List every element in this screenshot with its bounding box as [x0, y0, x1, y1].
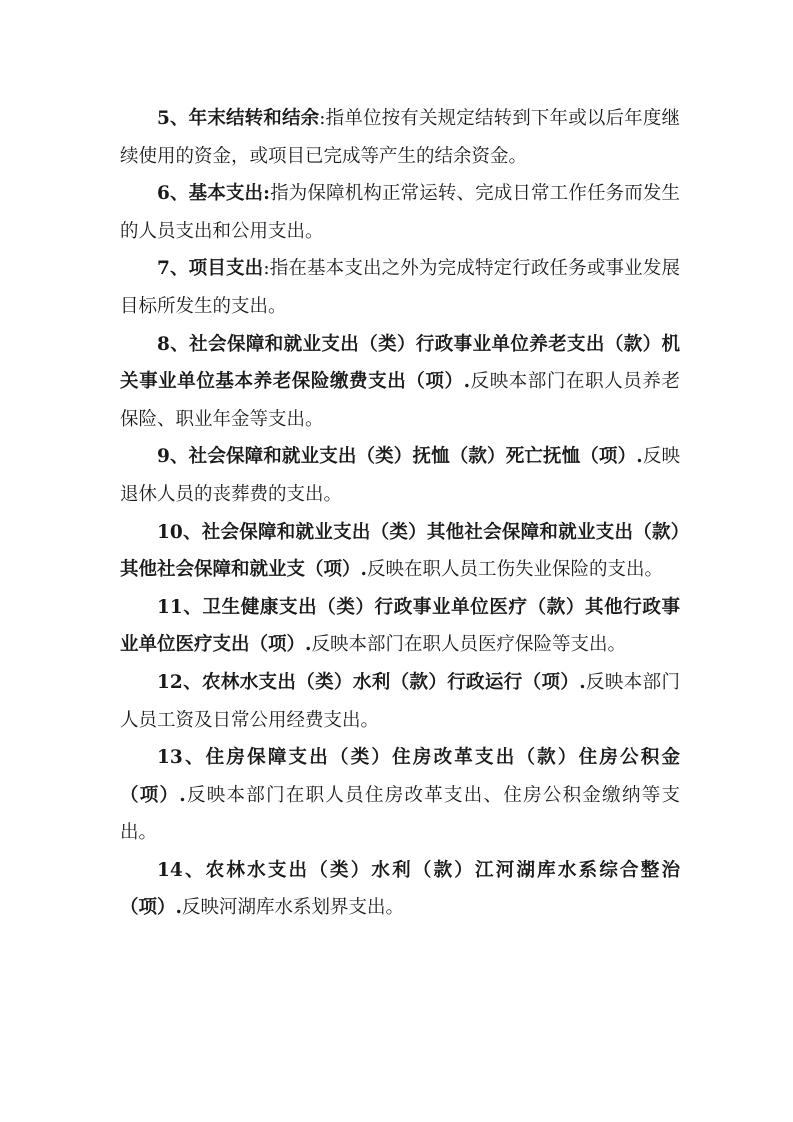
item-description: :指在基本支出之外为完成特定行政任务或事业发展目标所发生的支出。	[120, 258, 680, 317]
list-item-10	[120, 514, 680, 589]
item-term: 8、社会保障和就业支出（类）行政事业单位养老支出（款）机关事业单位基本养老保险缴费支出（项）.	[120, 333, 680, 393]
item-term: 13、住房保障支出（类）住房改革支出（款）住房公积金（项）.	[120, 747, 680, 806]
item-term: 10、社会保障和就业支出（类）其他社会保障和就业支出（款）其他社会保障和就业支（项）.	[120, 521, 680, 581]
list-item-14	[120, 852, 680, 927]
list-item-7	[120, 250, 680, 325]
item-term: 11、卫生健康支出（类）行政事业单位医疗（款）其他行政事业单位医疗支出（项）.	[120, 596, 680, 656]
item-description: 反映本部门在职人员养老保险、职业年金等支出。	[120, 371, 680, 430]
item-description: 反映本部门在职人员医疗保险等支出。	[311, 634, 626, 656]
list-item-8	[120, 326, 680, 439]
list-item-11	[120, 589, 680, 664]
item-description: :指单位按有关规定结转到下年或以后年度继续使用的资金，或项目已完成等产生的结余资金。	[120, 108, 680, 167]
list-item-5	[120, 100, 680, 175]
item-description: 反映本部门在职人员住房改革支出、住房公积金缴纳等支出。	[120, 784, 680, 844]
list-item-9	[120, 438, 680, 513]
item-description: 指为保障机构正常运转、完成日常工作任务而发生的人员支出和公用支出。	[120, 183, 680, 242]
item-description: 反映退休人员的丧葬费的支出。	[120, 446, 680, 505]
item-term: 14、农林水支出（类）水利（款）江河湖库水系综合整治（项）.	[120, 859, 680, 919]
item-term: 12、农林水支出（类）水利（款）行政运行（项）.	[157, 671, 586, 693]
item-description: 反映河湖库水系划界支出。	[181, 897, 404, 919]
list-item-6	[120, 175, 680, 250]
item-description: 反映本部门人员工资及日常公用经费支出。	[120, 671, 680, 731]
item-term: 6、基本支出:	[157, 183, 271, 205]
item-description: 反映在职人员工伤失业保险的支出。	[366, 559, 663, 581]
list-item-13	[120, 739, 680, 852]
document-body	[120, 100, 680, 927]
item-term: 7、项目支出	[157, 258, 264, 280]
item-term: 5、年末结转和结余	[157, 108, 320, 129]
item-term: 9、社会保障和就业支出（类）抚恤（款）死亡抚恤（项）.	[157, 446, 643, 468]
list-item-12	[120, 664, 680, 739]
